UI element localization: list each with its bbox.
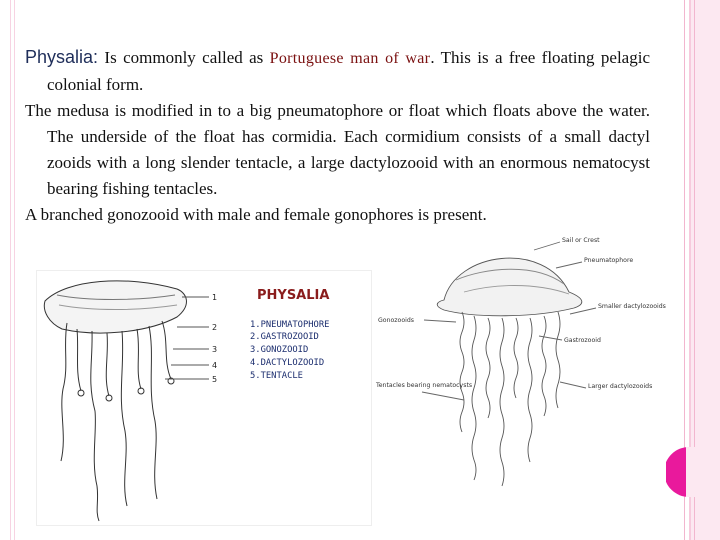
fig-left-legend-2: 2.GASTROZOOID (250, 332, 319, 342)
fig-left-num-4: 4 (212, 361, 218, 370)
intro-text-b: . This is a free floating pelagic colonial form. (47, 48, 650, 94)
paragraph-intro (25, 44, 650, 98)
fig-right-label-gastrozooid: Gastrozooid (564, 337, 601, 344)
fig-left-num-3: 3 (212, 345, 218, 354)
fig-left-legend-3: 3.GONOZOOID (250, 345, 309, 355)
fig-right-label-tentacles: Tentacles bearing nematocysts (376, 382, 473, 389)
accent-shape-cut (686, 447, 708, 497)
fig-left-num-1: 1 (212, 293, 218, 302)
slide-body (25, 44, 650, 228)
paragraph-medusa: The medusa is modified in to a big pneumatophore or float which floats above the water. The underside of the float has cormidia. Each cormidium consists of a small dactyl zooids with a long slender tentacle, a large dactylozooid with an enormous nematocyst bearing fishing tentacles. (25, 101, 650, 198)
fig-left-num-2: 2 (212, 323, 218, 332)
term-physalia: Physalia: (25, 47, 99, 67)
frame-line-left-inner (14, 0, 15, 540)
fig-right-label-pneumatophore: Pneumatophore (584, 257, 634, 264)
fig-left-num-5: 5 (212, 375, 218, 384)
fig-left-legend-1: 1.PNEUMATOPHORE (250, 320, 330, 330)
fig-right-label-larger-dactylozooids: Larger dactylozooids (588, 383, 653, 390)
paragraph-gonozooid: A branched gonozooid with male and female gonophores is present. (25, 205, 487, 224)
frame-line-left (10, 0, 11, 540)
fig-right-label-smaller-dactylozooids: Smaller dactylozooids (598, 303, 666, 310)
fig-left-legend-5: 5.TENTACLE (250, 371, 303, 381)
fig-left-title: PHYSALIA (257, 288, 330, 303)
physalia-diagram-left (36, 270, 372, 526)
fig-left-legend-4: 4.DACTYLOZOOID (250, 358, 325, 368)
intro-text-a: Is commonly called as (98, 48, 270, 67)
common-name: Portuguese man of war (269, 50, 431, 67)
fig-right-label-sail: Sail or Crest (562, 237, 600, 244)
physalia-diagram-right (374, 232, 666, 526)
fig-right-label-gonozooids: Gonozooids (378, 317, 414, 324)
